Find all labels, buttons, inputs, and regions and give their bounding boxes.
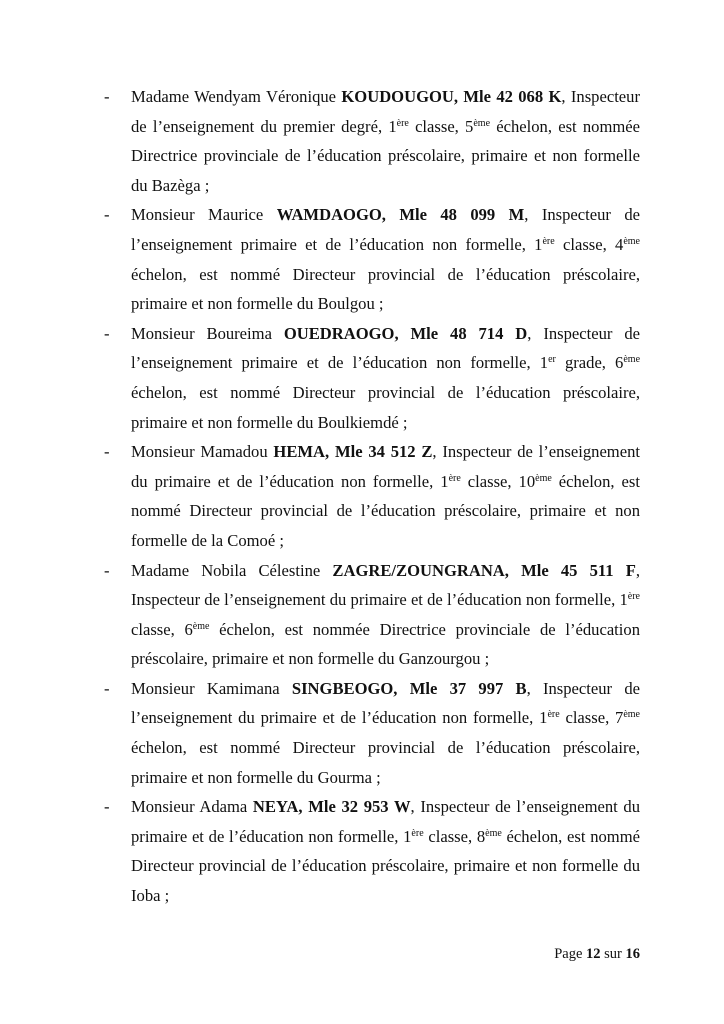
entry-title: Monsieur Maurice	[131, 205, 264, 225]
page-total: 16	[625, 946, 640, 962]
entry-name: ZAGRE/ZOUNGRANA, Mle 45 511 F	[332, 560, 636, 580]
page-label: Page	[554, 946, 583, 962]
entry-body: , Inspecteur de l’enseignement du primaire et de l’éducation non formelle, 1ère classe, 6ème échelon, est nommée Directrice provinciale de l’éducation préscolaire, primaire et non formelle du Ganzourgou ;	[131, 560, 640, 669]
entry-name: NEYA, Mle 32 953 W	[252, 797, 411, 817]
entry-body: , Inspecteur de l’enseignement primaire et de l’éducation non formelle, 1ère classe, 4ème échelon, est nommé Directeur provincial de l’éducation préscolaire, primaire et non formelle du Boulgou ;	[131, 205, 640, 314]
entry-body: , Inspecteur de l’enseignement du premier degré, 1ère classe, 5ème échelon, est nommée Directrice provinciale de l’éducation préscolaire, primaire et non formelle du Bazèga ;	[131, 87, 641, 195]
list-item	[104, 200, 640, 318]
entry-name: WAMDAOGO, Mle 48 099 M	[276, 205, 525, 225]
list-item	[104, 82, 640, 200]
list-item	[104, 674, 640, 792]
list-dash: -	[104, 205, 110, 225]
entry-name: SINGBEOGO, Mle 37 997 B	[291, 678, 527, 698]
entry-title: Monsieur Mamadou	[131, 442, 268, 462]
list-item	[104, 792, 640, 910]
page-current: 12	[586, 946, 601, 962]
list-item	[104, 319, 640, 437]
entry-title: Monsieur Boureima	[131, 323, 272, 343]
entry-title: Monsieur Kamimana	[131, 678, 280, 698]
entry-name: KOUDOUGOU, Mle 42 068 K	[341, 87, 562, 106]
entry-title: Madame Nobila Célestine	[131, 560, 321, 580]
list-dash: -	[104, 560, 110, 580]
list-dash: -	[104, 442, 110, 462]
entry-name: HEMA, Mle 34 512 Z	[273, 442, 433, 462]
list-dash: -	[104, 678, 110, 698]
entry-title: Madame Wendyam Véronique	[131, 87, 337, 106]
appointment-list	[104, 82, 640, 911]
list-item	[104, 437, 640, 555]
list-item	[104, 556, 640, 674]
page-footer	[554, 946, 640, 963]
list-dash: -	[104, 797, 110, 817]
list-dash: -	[104, 323, 110, 343]
entry-body: , Inspecteur de l’enseignement du primaire et de l’éducation non formelle, 1ère classe, 8ème échelon, est nommé Directeur provincial de l’éducation préscolaire, primaire et non formelle du Ioba ;	[131, 797, 640, 906]
list-dash: -	[104, 87, 110, 106]
entry-body: , Inspecteur de l’enseignement primaire et de l’éducation non formelle, 1er grade, 6ème échelon, est nommé Directeur provincial de l’éducation préscolaire, primaire et non formelle du Boulkiemdé ;	[131, 323, 641, 432]
entry-body: , Inspecteur de l’enseignement du primaire et de l’éducation non formelle, 1ère classe, 10ème échelon, est nommé Directeur provincial de l’éducation préscolaire, primaire et non formelle de la Comoé ;	[131, 442, 640, 550]
entry-name: OUEDRAOGO, Mle 48 714 D	[283, 323, 528, 343]
entry-body: , Inspecteur de l’enseignement du primaire et de l’éducation non formelle, 1ère classe, 7ème échelon, est nommé Directeur provincial de l’éducation préscolaire, primaire et non formelle du Gourma ;	[131, 678, 640, 787]
entry-title: Monsieur Adama	[131, 797, 248, 817]
page-sep: sur	[604, 946, 622, 962]
